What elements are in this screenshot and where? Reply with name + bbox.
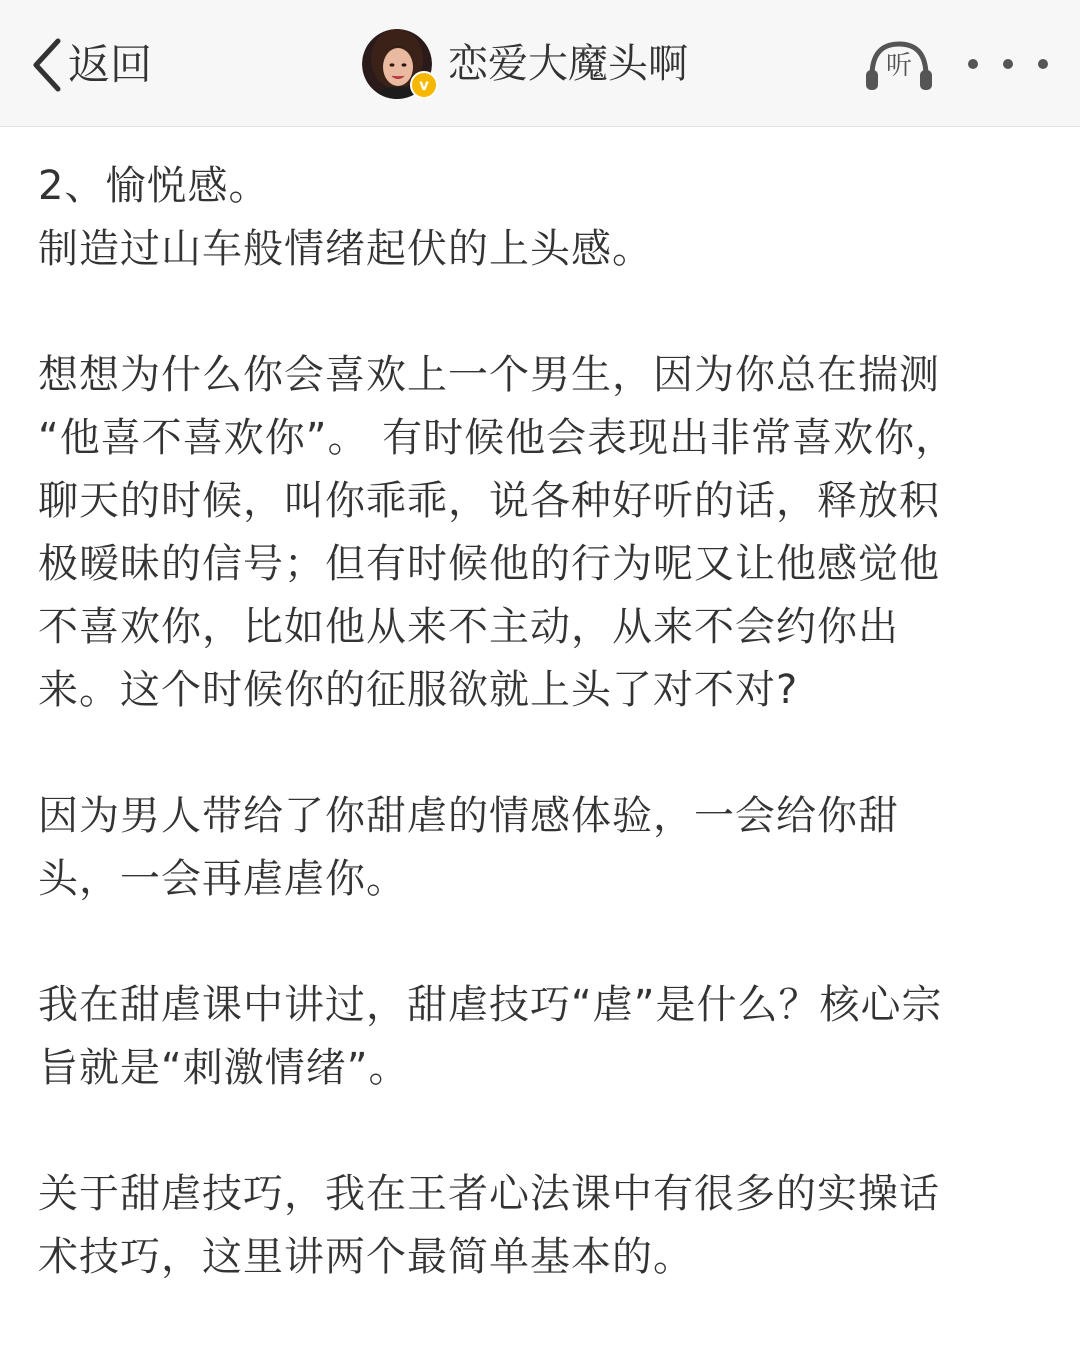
more-dots-icon xyxy=(1038,59,1048,69)
more-options-button[interactable] xyxy=(968,44,1048,84)
author-name[interactable]: 恋爱大魔头啊 xyxy=(448,41,688,87)
text-line: 关于甜虐技巧，我在王者心法课中有很多的实操话 xyxy=(38,1171,940,1217)
listen-label: 听 xyxy=(885,51,912,81)
paragraph xyxy=(38,344,1028,722)
text-line: “他喜不喜欢你”。 有时候他会表现出非常喜欢你， xyxy=(38,415,957,461)
text-line: 不喜欢你，比如他从来不主动，从来不会约你出 xyxy=(38,604,899,650)
listen-button[interactable] xyxy=(862,36,936,92)
paragraph xyxy=(38,155,1028,281)
back-button[interactable] xyxy=(30,30,152,100)
text-line: 聊天的时候，叫你乖乖，说各种好听的话，释放积 xyxy=(38,478,940,524)
text-line: 我在甜虐课中讲过，甜虐技巧“虐”是什么？核心宗 xyxy=(38,982,943,1028)
text-line: 来。这个时候你的征服欲就上头了对不对? xyxy=(38,667,799,713)
text-line: 2、愉悦感。 xyxy=(38,163,270,209)
text-line: 头，一会再虐虐你。 xyxy=(38,856,407,902)
verified-badge-icon: v xyxy=(410,71,438,99)
chevron-left-icon xyxy=(30,35,64,95)
text-line: 想想为什么你会喜欢上一个男生，因为你总在揣测 xyxy=(38,352,940,398)
author-profile[interactable] xyxy=(362,28,688,100)
text-line: 制造过山车般情绪起伏的上头感。 xyxy=(38,226,653,272)
text-line: 旨就是“刺激情绪”。 xyxy=(38,1045,410,1091)
text-line: 因为男人带给了你甜虐的情感体验，一会给你甜 xyxy=(38,793,899,839)
paragraph xyxy=(38,1163,1028,1289)
more-dots-icon xyxy=(968,59,978,69)
paragraph xyxy=(38,974,1028,1100)
back-label: 返回 xyxy=(68,40,153,89)
text-line: 术技巧，这里讲两个最简单基本的。 xyxy=(38,1234,694,1280)
article-body xyxy=(38,155,1028,1352)
paragraph xyxy=(38,785,1028,911)
more-dots-icon xyxy=(1003,59,1013,69)
avatar[interactable] xyxy=(362,29,432,99)
text-line: 极暧昧的信号；但有时候他的行为呢又让他感觉他 xyxy=(38,541,940,587)
top-navigation-bar xyxy=(0,0,1080,127)
